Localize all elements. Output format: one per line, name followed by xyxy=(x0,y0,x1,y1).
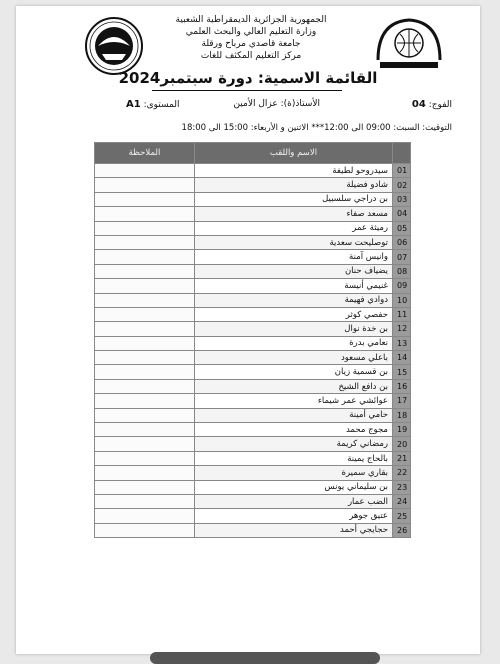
scan-edge-shadow xyxy=(150,652,380,664)
note-cell xyxy=(95,365,195,379)
student-name-cell: حفصي كوثر xyxy=(195,307,393,321)
row-number-cell: 10 xyxy=(393,293,411,307)
table-row xyxy=(95,207,411,221)
note-cell xyxy=(95,494,195,508)
student-name-cell: حامي أمينة xyxy=(195,408,393,422)
header-line-2: وزارة التعليم العالي والبحث العلمي xyxy=(185,27,317,37)
schedule-text: التوقيت: السبت: 09:00 الى 12:00*** الاثنين و الأربعاء: 15:00 الى 18:00 xyxy=(181,123,452,133)
group-label: الفوج: xyxy=(428,100,452,110)
note-cell xyxy=(95,408,195,422)
student-name-cell: شادو فضيلة xyxy=(195,178,393,192)
note-cell xyxy=(95,293,195,307)
note-cell xyxy=(95,192,195,206)
row-number-cell: 08 xyxy=(393,264,411,278)
note-cell xyxy=(95,264,195,278)
header-line-3: جامعة قاصدي مرباح ورقلة xyxy=(201,39,301,49)
table-row xyxy=(95,408,411,422)
student-name-cell: نعامي بدرة xyxy=(195,336,393,350)
row-number-cell: 21 xyxy=(393,451,411,465)
row-number-cell: 12 xyxy=(393,322,411,336)
note-cell xyxy=(95,523,195,537)
note-column-header: الملاحظة xyxy=(95,143,195,164)
table-row xyxy=(95,437,411,451)
student-name-cell: مجوج محمد xyxy=(195,423,393,437)
language-center-logo xyxy=(372,16,446,74)
row-number-cell: 05 xyxy=(393,221,411,235)
student-name-cell: بن قسمية زيان xyxy=(195,365,393,379)
row-number-cell: 16 xyxy=(393,379,411,393)
row-number-cell: 04 xyxy=(393,207,411,221)
note-cell xyxy=(95,394,195,408)
row-number-cell: 22 xyxy=(393,466,411,480)
student-name-cell: مسعد صفاء xyxy=(195,207,393,221)
student-name-cell: باعلي مسعود xyxy=(195,351,393,365)
row-number-cell: 14 xyxy=(393,351,411,365)
table-row xyxy=(95,264,411,278)
note-cell xyxy=(95,221,195,235)
row-number-cell: 11 xyxy=(393,307,411,321)
table-row xyxy=(95,221,411,235)
row-number-cell: 01 xyxy=(393,164,411,178)
table-row xyxy=(95,279,411,293)
table-row xyxy=(95,509,411,523)
row-number-cell: 23 xyxy=(393,480,411,494)
document-title: القائمة الاسمية: دورة سبتمبر2024 xyxy=(118,69,378,87)
title-underline xyxy=(152,90,342,91)
note-cell xyxy=(95,178,195,192)
table-row xyxy=(95,293,411,307)
row-number-cell: 24 xyxy=(393,494,411,508)
student-name-cell: بن سليماني يونس xyxy=(195,480,393,494)
student-name-cell: يضياف حنان xyxy=(195,264,393,278)
header-line-4: مركز التعليم المكثف للغات xyxy=(200,51,302,61)
row-number-cell: 25 xyxy=(393,509,411,523)
row-number-cell: 07 xyxy=(393,250,411,264)
table-row xyxy=(95,336,411,350)
row-number-cell: 20 xyxy=(393,437,411,451)
row-number-cell: 06 xyxy=(393,235,411,249)
university-seal-logo xyxy=(84,16,144,76)
student-name-cell: سيدروحو لطيفة xyxy=(195,164,393,178)
table-row xyxy=(95,235,411,249)
note-cell xyxy=(95,423,195,437)
student-roster-table xyxy=(94,142,411,538)
row-number-cell: 03 xyxy=(393,192,411,206)
table-row xyxy=(95,307,411,321)
table-row xyxy=(95,250,411,264)
note-cell xyxy=(95,322,195,336)
teacher-label: الأستاذ(ة): xyxy=(280,99,320,109)
table-row xyxy=(95,178,411,192)
note-cell xyxy=(95,336,195,350)
table-row xyxy=(95,523,411,537)
table-row xyxy=(95,379,411,393)
student-name-cell: عتيق جوهر xyxy=(195,509,393,523)
row-number-cell: 17 xyxy=(393,394,411,408)
row-number-cell: 13 xyxy=(393,336,411,350)
note-cell xyxy=(95,207,195,221)
table-row xyxy=(95,480,411,494)
student-name-cell: توصليحت سعدية xyxy=(195,235,393,249)
note-cell xyxy=(95,480,195,494)
table-row xyxy=(95,164,411,178)
table-row xyxy=(95,494,411,508)
level-value: A1 xyxy=(126,99,141,110)
note-cell xyxy=(95,164,195,178)
table-row xyxy=(95,192,411,206)
table-row xyxy=(95,394,411,408)
teacher-value: عزال الأمين xyxy=(233,99,278,109)
level-label: المستوى: xyxy=(143,100,180,110)
row-number-cell: 15 xyxy=(393,365,411,379)
student-name-cell: عوائشي عمر شيماء xyxy=(195,394,393,408)
student-name-cell: حجايجي أحمد xyxy=(195,523,393,537)
note-cell xyxy=(95,466,195,480)
note-cell xyxy=(95,235,195,249)
table-row xyxy=(95,322,411,336)
table-header-row xyxy=(95,143,411,164)
note-cell xyxy=(95,307,195,321)
student-name-cell: بن دراجي سلسبيل xyxy=(195,192,393,206)
note-cell xyxy=(95,351,195,365)
student-name-cell: بقاري سميرة xyxy=(195,466,393,480)
roster-body xyxy=(95,164,411,538)
group-info xyxy=(412,99,452,110)
student-name-cell: رميثة عمر xyxy=(195,221,393,235)
group-value: 04 xyxy=(411,99,426,110)
table-row xyxy=(95,451,411,465)
note-cell xyxy=(95,250,195,264)
note-cell xyxy=(95,451,195,465)
name-column-header: الاسم واللقب xyxy=(195,143,393,164)
row-number-cell: 26 xyxy=(393,523,411,537)
teacher-info xyxy=(233,99,320,109)
note-cell xyxy=(95,509,195,523)
student-name-cell: دوادي فهيمة xyxy=(195,293,393,307)
number-column-header xyxy=(393,143,411,164)
table-row xyxy=(95,466,411,480)
header-line-1: الجمهورية الجزائرية الديمقراطية الشعبية xyxy=(175,15,327,25)
table-row xyxy=(95,423,411,437)
level-info xyxy=(126,99,180,110)
table-row xyxy=(95,351,411,365)
student-name-cell: بن دافع الشيخ xyxy=(195,379,393,393)
note-cell xyxy=(95,279,195,293)
student-name-cell: الضب عمار xyxy=(195,494,393,508)
student-name-cell: بن خدة نوال xyxy=(195,322,393,336)
row-number-cell: 09 xyxy=(393,279,411,293)
student-name-cell: رمضاني كريمة xyxy=(195,437,393,451)
student-name-cell: غنيمي أنيسة xyxy=(195,279,393,293)
note-cell xyxy=(95,379,195,393)
student-name-cell: بالحاج يمينة xyxy=(195,451,393,465)
institution-header xyxy=(166,14,336,62)
row-number-cell: 19 xyxy=(393,423,411,437)
row-number-cell: 18 xyxy=(393,408,411,422)
row-number-cell: 02 xyxy=(393,178,411,192)
student-name-cell: وانيس آمنة xyxy=(195,250,393,264)
document-page xyxy=(16,6,480,654)
table-row xyxy=(95,365,411,379)
note-cell xyxy=(95,437,195,451)
